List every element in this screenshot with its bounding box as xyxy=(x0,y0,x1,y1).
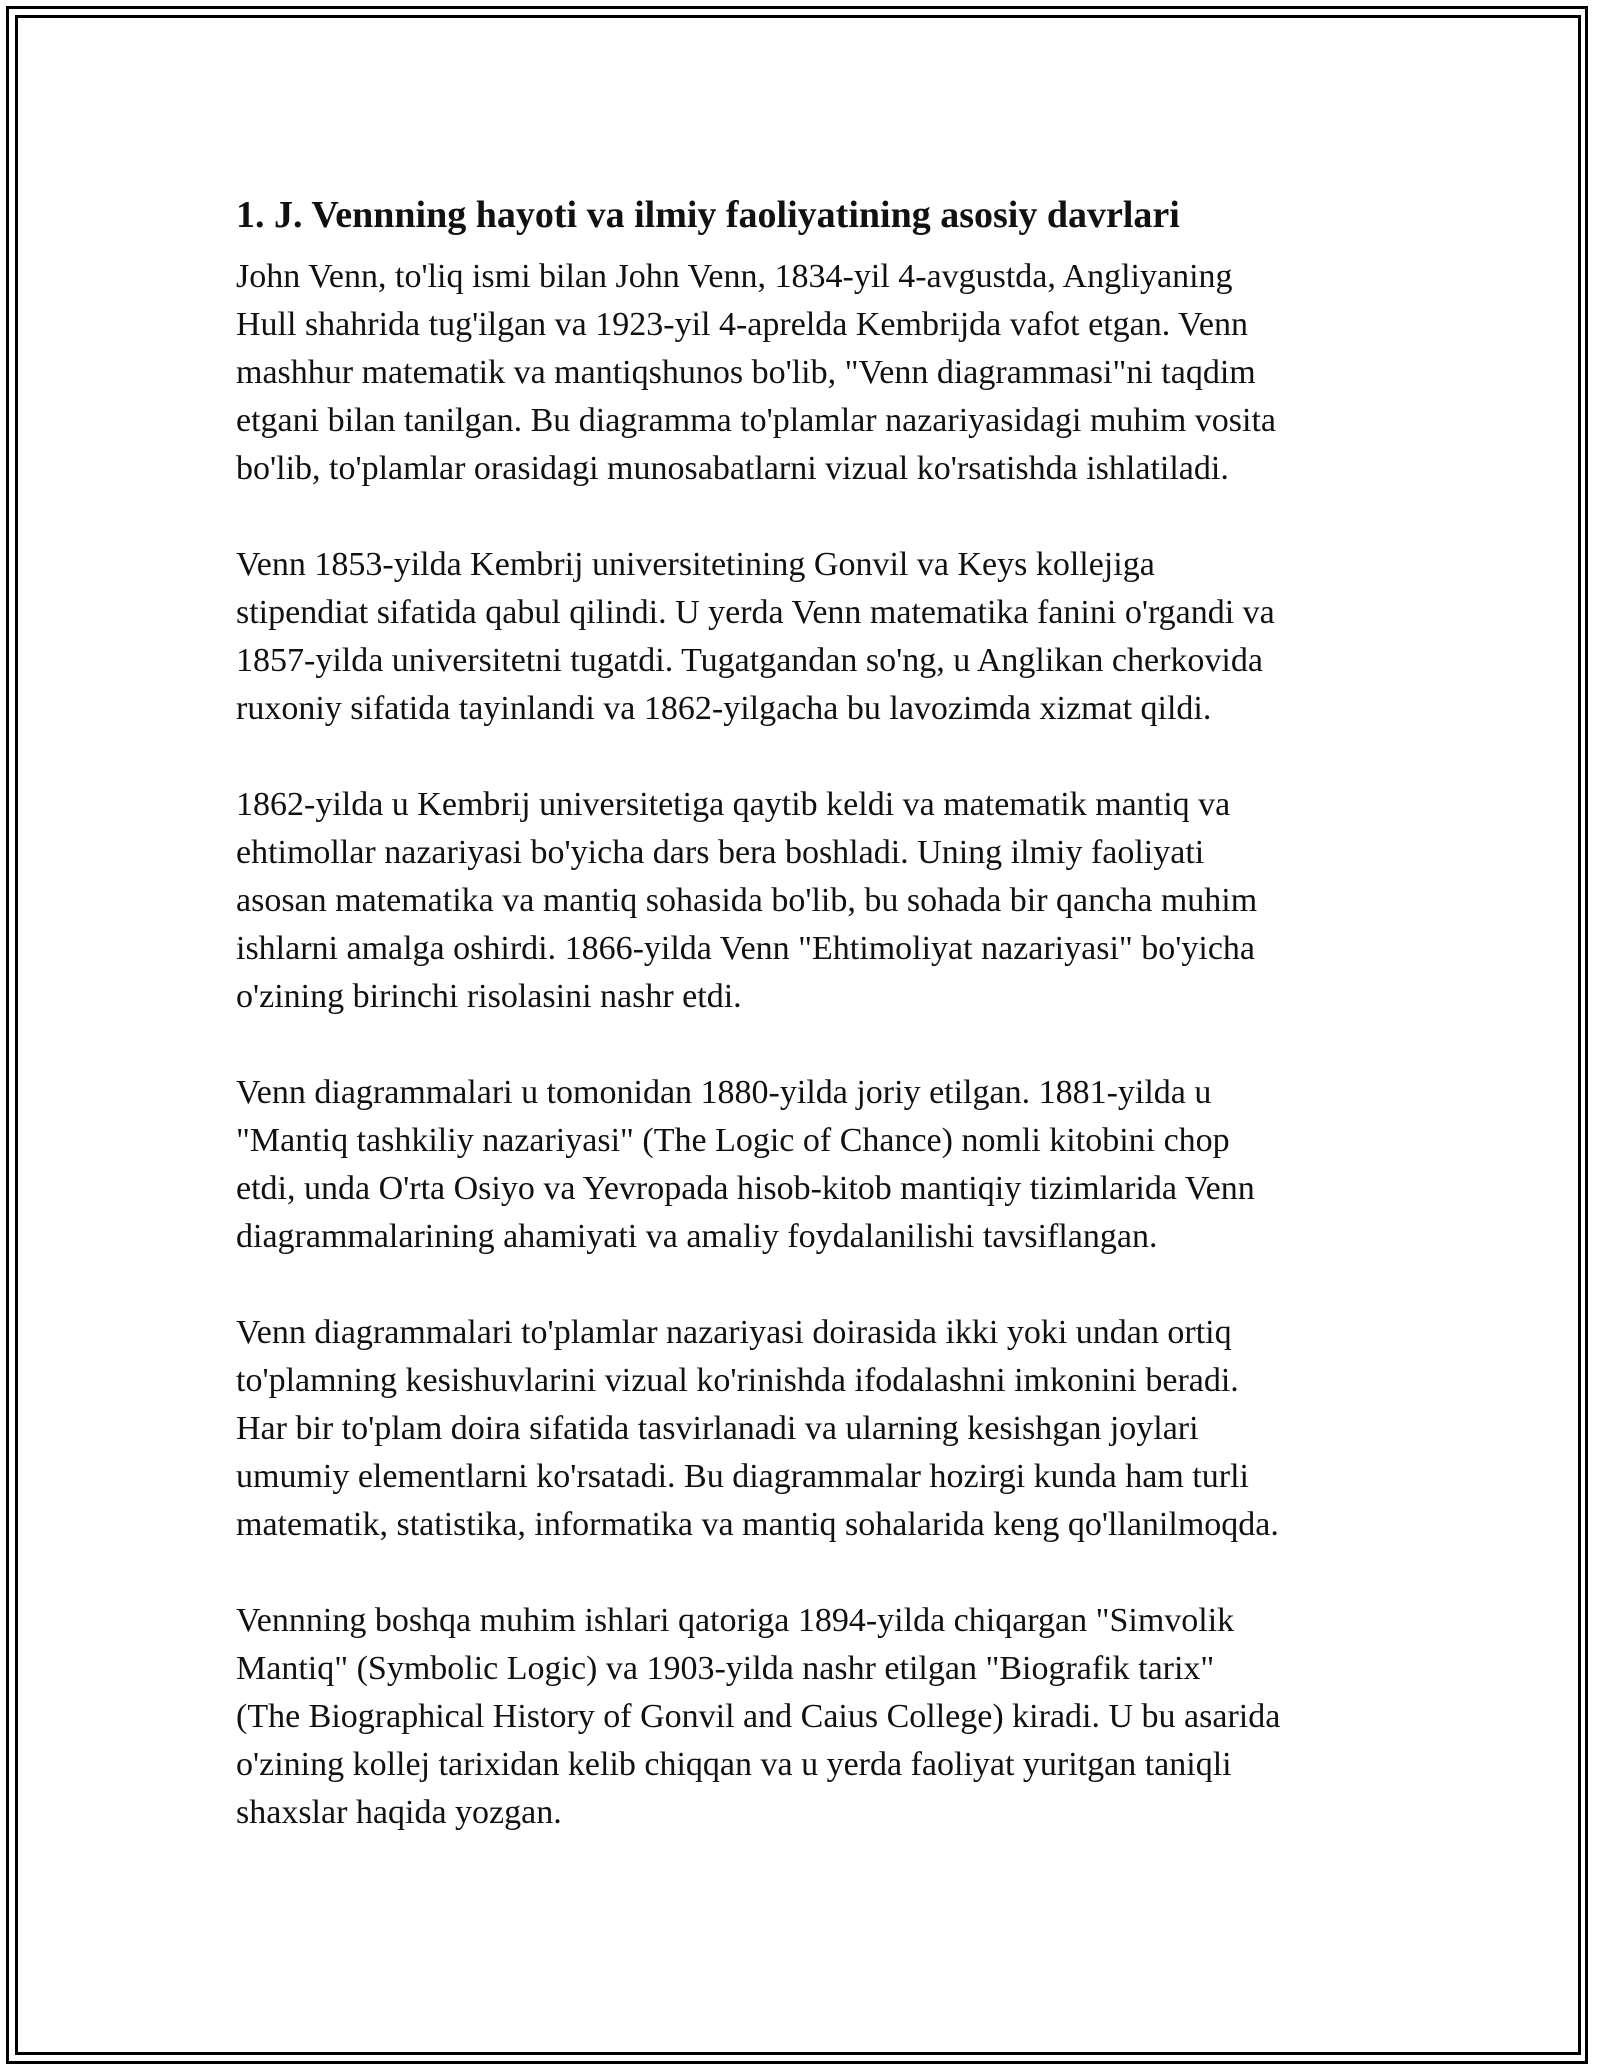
text-line: John Venn, to'liq ismi bilan John Venn, 1834-yil 4-avgustda, Angliyaning xyxy=(236,258,1233,295)
text-line: Hull shahrida tug'ilgan va 1923-yil 4-aprelda Kembrijda vafot etgan. Venn xyxy=(236,306,1248,343)
text-line: to'plamning kesishuvlarini vizual ko'rinishda ifodalashni imkonini beradi. xyxy=(236,1362,1239,1399)
paragraph-return-to-cambridge xyxy=(236,781,1386,1021)
text-line: o'zining birinchi risolasini nashr etdi. xyxy=(236,978,742,1015)
text-line: ishlarni amalga oshirdi. 1866-yilda Venn "Ehtimoliyat nazariyasi" bo'yicha xyxy=(236,930,1256,967)
paragraph-gap xyxy=(236,733,1386,781)
text-line: diagrammalarining ahamiyati va amaliy foydalanilishi tavsiflangan. xyxy=(236,1218,1158,1255)
document-body xyxy=(236,187,1386,1837)
text-line: ehtimollar nazariyasi bo'yicha dars bera boshladi. Uning ilmiy faoliyati xyxy=(236,834,1205,871)
paragraph-gap xyxy=(236,1021,1386,1069)
text-line: o'zining kollej tarixidan kelib chiqqan va u yerda faoliyat yuritgan taniqli xyxy=(236,1746,1232,1783)
text-line: "Mantiq tashkiliy nazariyasi" (The Logic of Chance) nomli kitobini chop xyxy=(236,1122,1230,1159)
text-line: Venn 1853-yilda Kembrij universitetining Gonvil va Keys kollejiga xyxy=(236,546,1155,583)
text-line: 1862-yilda u Kembrij universitetiga qaytib keldi va matematik mantiq va xyxy=(236,786,1231,823)
text-line: (The Biographical History of Gonvil and Caius College) kiradi. U bu asarida xyxy=(236,1698,1281,1735)
text-line: mashhur matematik va mantiqshunos bo'lib, "Venn diagrammasi"ni taqdim xyxy=(236,354,1256,391)
paragraph-other-works xyxy=(236,1597,1386,1837)
text-line: Venn diagrammalari to'plamlar nazariyasi doirasida ikki yoki undan ortiq xyxy=(236,1314,1232,1351)
section-heading: 1. J. Vennning hayoti va ilmiy faoliyatining asosiy davrlari xyxy=(236,194,1180,236)
paragraph-gap xyxy=(236,1261,1386,1309)
paragraph-gap xyxy=(236,1549,1386,1597)
text-line: 1857-yilda universitetni tugatdi. Tugatgandan so'ng, u Anglikan cherkovida xyxy=(236,642,1263,679)
text-line: etgani bilan tanilgan. Bu diagramma to'plamlar nazariyasidagi muhim vosita xyxy=(236,402,1277,439)
text-line: shaxslar haqida yozgan. xyxy=(236,1794,562,1831)
text-line: stipendiat sifatida qabul qilindi. U yerda Venn matematika fanini o'rgandi va xyxy=(236,594,1275,631)
paragraph-education xyxy=(236,541,1386,733)
text-line: bo'lib, to'plamlar orasidagi munosabatlarni vizual ko'rsatishda ishlatiladi. xyxy=(236,450,1229,487)
text-line: Har bir to'plam doira sifatida tasvirlanadi va ularning kesishgan joylari xyxy=(236,1410,1199,1447)
text-line: asosan matematika va mantiq sohasida bo'lib, bu sohada bir qancha muhim xyxy=(236,882,1258,919)
text-line: Venn diagrammalari u tomonidan 1880-yilda joriy etilgan. 1881-yilda u xyxy=(236,1074,1212,1111)
text-line: Mantiq" (Symbolic Logic) va 1903-yilda nashr etilgan "Biografik tarix" xyxy=(236,1650,1215,1687)
text-line: umumiy elementlarni ko'rsatadi. Bu diagrammalar hozirgi kunda ham turli xyxy=(236,1458,1249,1495)
text-line: etdi, unda O'rta Osiyo va Yevropada hisob-kitob mantiqiy tizimlarida Venn xyxy=(236,1170,1255,1207)
paragraph-venn-diagrams-usage xyxy=(236,1309,1386,1549)
text-line: ruxoniy sifatida tayinlandi va 1862-yilgacha bu lavozimda xizmat qildi. xyxy=(236,690,1212,727)
text-line: matematik, statistika, informatika va mantiq sohalarida keng qo'llanilmoqda. xyxy=(236,1506,1279,1543)
paragraph-birth-and-death xyxy=(236,253,1386,493)
paragraph-gap xyxy=(236,493,1386,541)
text-line: Vennning boshqa muhim ishlari qatoriga 1894-yilda chiqargan "Simvolik xyxy=(236,1602,1235,1639)
paragraph-venn-diagrams-introduced xyxy=(236,1069,1386,1261)
